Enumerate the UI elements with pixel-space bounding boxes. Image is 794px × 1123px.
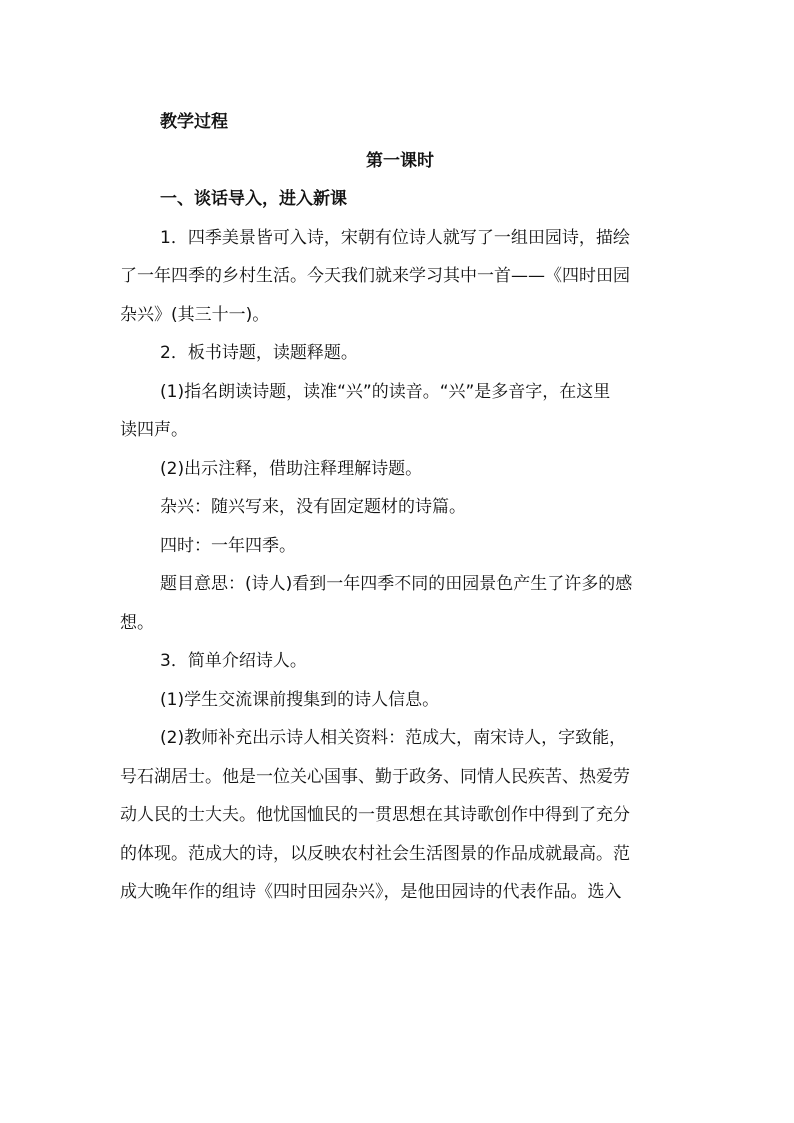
paragraph-line: (2)出示注释，借助注释理解诗题。 — [160, 458, 423, 479]
section-heading: 一、谈话导入，进入新课 — [160, 189, 347, 209]
paragraph-line: 读四声。 — [120, 420, 188, 440]
paragraph-line: 题目意思：(诗人)看到一年四季不同的田园景色产生了许多的感 — [160, 574, 633, 594]
document-body — [120, 103, 680, 912]
paragraph-line: 动人民的士大夫。他忧国恤民的一贯思想在其诗歌创作中得到了充分 — [120, 805, 630, 825]
paragraph-line: 2．板书诗题，读题释题。 — [160, 343, 358, 363]
paragraph-line: (1)指名朗读诗题，读准“兴”的读音。“兴”是多音字，在这里 — [160, 381, 611, 402]
paragraph-line: 想。 — [120, 612, 154, 633]
paragraph-line: 1．四季美景皆可入诗，宋朝有位诗人就写了一组田园诗，描绘 — [160, 227, 630, 248]
lesson-title: 第一课时 — [366, 150, 434, 171]
paragraph-line: 成大晚年作的组诗《四时田园杂兴》，是他田园诗的代表作品。选入 — [120, 882, 622, 902]
paragraph-line: 杂兴：随兴写来，没有固定题材的诗篇。 — [160, 497, 466, 517]
paragraph-line: 了一年四季的乡村生活。今天我们就来学习其中一首——《四时田园 — [120, 266, 630, 286]
paragraph-line: 的体现。范成大的诗，以反映农村社会生活图景的作品成就最高。范 — [120, 843, 630, 864]
paragraph-line: (1)学生交流课前搜集到的诗人信息。 — [160, 689, 440, 710]
paragraph-line: (2)教师补充出示诗人相关资料：范成大，南宋诗人，字致能， — [160, 728, 627, 748]
paragraph-line: 3．简单介绍诗人。 — [160, 651, 307, 671]
paragraph-line: 杂兴》(其三十一)。 — [120, 304, 270, 325]
paragraph-line: 号石湖居士。他是一位关心国事、勤于政务、同情人民疾苦、热爱劳 — [120, 766, 630, 787]
paragraph-line: 四时：一年四季。 — [160, 535, 296, 556]
process-heading: 教学过程 — [160, 112, 228, 132]
